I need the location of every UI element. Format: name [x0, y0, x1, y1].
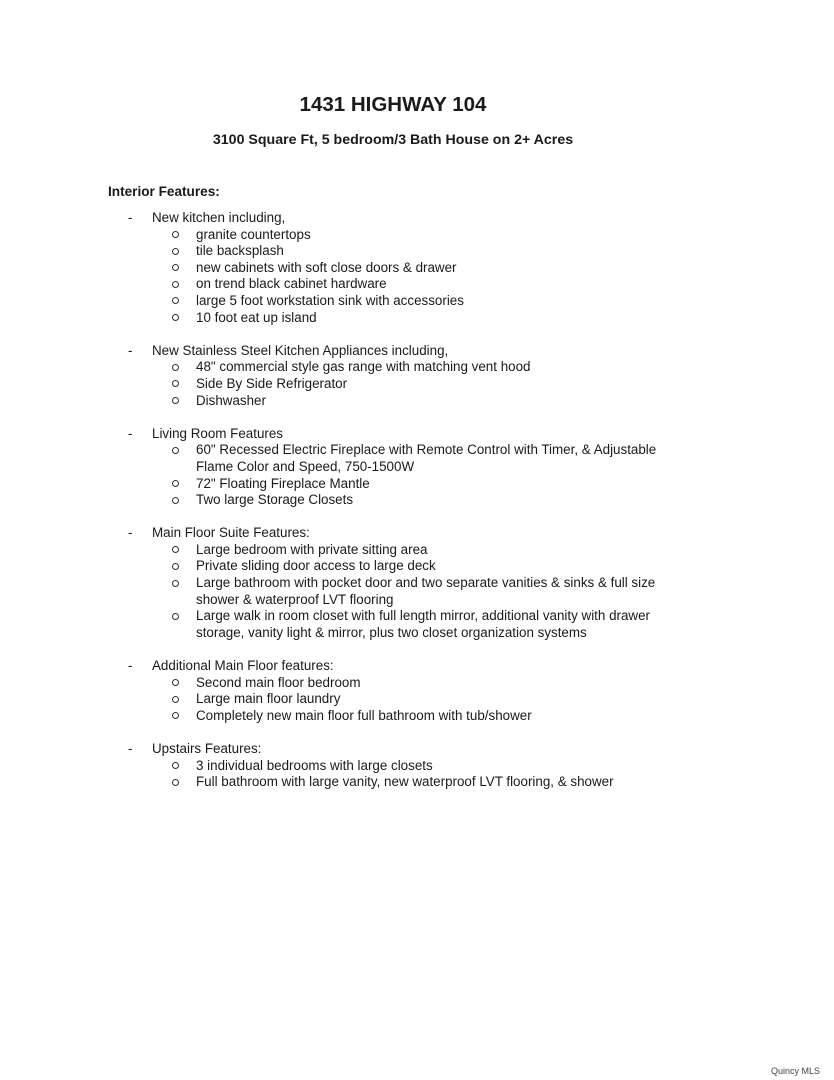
circle-bullet-icon	[172, 497, 179, 504]
circle-bullet-icon	[172, 480, 179, 487]
feature-item	[0, 243, 676, 260]
feature-item	[0, 359, 676, 376]
feature-group-label: Living Room Features	[152, 425, 283, 441]
circle-bullet-icon	[172, 447, 179, 454]
circle-bullet-icon	[172, 563, 179, 570]
mls-watermark: Quincy MLS	[770, 1066, 820, 1076]
feature-item	[0, 691, 676, 708]
circle-bullet-icon	[172, 580, 179, 587]
circle-bullet-icon	[172, 779, 179, 786]
feature-item	[0, 376, 676, 393]
feature-sub-list	[0, 758, 834, 791]
feature-item-text: 3 individual bedrooms with large closets	[196, 757, 433, 773]
feature-group-living-room	[0, 426, 834, 509]
circle-bullet-icon	[172, 231, 179, 238]
feature-group-label: New kitchen including,	[152, 210, 286, 225]
feature-item-text: Two large Storage Closets	[196, 492, 354, 508]
feature-item-text: Private sliding door access to large deck	[196, 558, 436, 574]
dash-bullet-icon: -	[128, 741, 133, 756]
feature-item-text: on trend black cabinet hardware	[196, 276, 387, 292]
feature-item-text: 48" commercial style gas range with matching vent hood	[196, 359, 531, 375]
feature-item	[0, 227, 676, 244]
feature-group-appliances	[0, 343, 834, 409]
circle-bullet-icon	[172, 762, 179, 769]
feature-group-main-floor-suite	[0, 525, 834, 641]
feature-item	[0, 260, 676, 277]
circle-bullet-icon	[172, 696, 179, 703]
feature-item-text: Completely new main floor full bathroom with tub/shower	[196, 707, 532, 723]
feature-sub-list	[0, 227, 834, 327]
feature-item	[0, 276, 676, 293]
feature-item	[0, 542, 676, 559]
feature-group-label: New Stainless Steel Kitchen Appliances including,	[152, 342, 449, 358]
feature-group-label: Main Floor Suite Features:	[152, 525, 310, 541]
feature-item-text: Side By Side Refrigerator	[196, 375, 348, 391]
circle-bullet-icon	[172, 712, 179, 719]
feature-group-label: Upstairs Features:	[152, 741, 262, 756]
feature-item-text: 60" Recessed Electric Fireplace with Remote Control with Timer, & Adjustable Flame Color and Speed, 750-1500W	[196, 442, 657, 474]
circle-bullet-icon	[172, 314, 179, 321]
dash-bullet-icon: -	[128, 658, 133, 674]
feature-item-text: Dishwasher	[196, 392, 266, 408]
circle-bullet-icon	[172, 248, 179, 255]
feature-group-label: Additional Main Floor features:	[152, 658, 334, 674]
feature-item-text: tile backsplash	[196, 243, 284, 259]
page-subtitle: 3100 Square Ft, 5 bedroom/3 Bath House on 2+ Acres	[212, 132, 574, 148]
feature-item	[0, 608, 676, 641]
feature-item-text: Large main floor laundry	[196, 691, 341, 707]
feature-sub-list	[0, 542, 834, 642]
dash-bullet-icon: -	[128, 342, 133, 358]
circle-bullet-icon	[172, 364, 179, 371]
circle-bullet-icon	[172, 679, 179, 686]
feature-item	[0, 575, 676, 608]
feature-item	[0, 758, 676, 775]
feature-item-text: Second main floor bedroom	[196, 674, 361, 690]
feature-item	[0, 774, 676, 791]
feature-item-text: Large bathroom with pocket door and two separate vanities & sinks & full size shower & waterproof LVT flooring	[196, 575, 656, 607]
feature-item	[0, 492, 676, 509]
feature-item-text: 10 foot eat up island	[196, 309, 317, 325]
circle-bullet-icon	[172, 281, 179, 288]
feature-item	[0, 675, 676, 692]
circle-bullet-icon	[172, 546, 179, 553]
circle-bullet-icon	[172, 380, 179, 387]
feature-group-additional-main-floor	[0, 658, 834, 724]
feature-sub-list	[0, 675, 834, 725]
feature-group-kitchen	[0, 210, 834, 326]
feature-sub-list	[0, 442, 834, 508]
circle-bullet-icon	[172, 613, 179, 620]
feature-item	[0, 476, 676, 493]
feature-item-text: large 5 foot workstation sink with accessories	[196, 292, 464, 308]
dash-bullet-icon: -	[128, 425, 133, 441]
circle-bullet-icon	[172, 264, 179, 271]
section-heading-interior-features: Interior Features:	[108, 184, 220, 199]
feature-item-text: Large walk in room closet with full length mirror, additional vanity with drawer storage, vanity light & mirror, plus two closet organization systems	[196, 608, 650, 640]
feature-item-text: 72" Floating Fireplace Mantle	[196, 475, 370, 491]
feature-item	[0, 293, 676, 310]
feature-group-upstairs	[0, 741, 834, 791]
dash-bullet-icon: -	[128, 210, 133, 225]
feature-item	[0, 393, 676, 410]
feature-sub-list	[0, 359, 834, 409]
feature-groups	[0, 210, 834, 807]
feature-item-text: Full bathroom with large vanity, new waterproof LVT flooring, & shower	[196, 774, 614, 790]
circle-bullet-icon	[172, 297, 179, 304]
feature-item	[0, 310, 676, 327]
feature-item-text: granite countertops	[196, 226, 311, 242]
circle-bullet-icon	[172, 397, 179, 404]
feature-item	[0, 442, 676, 475]
feature-item-text: new cabinets with soft close doors & drawer	[196, 259, 457, 275]
feature-item	[0, 558, 676, 575]
feature-item-text: Large bedroom with private sitting area	[196, 541, 428, 557]
page-title: 1431 HIGHWAY 104	[299, 93, 487, 116]
feature-item	[0, 708, 676, 725]
dash-bullet-icon: -	[128, 525, 133, 541]
